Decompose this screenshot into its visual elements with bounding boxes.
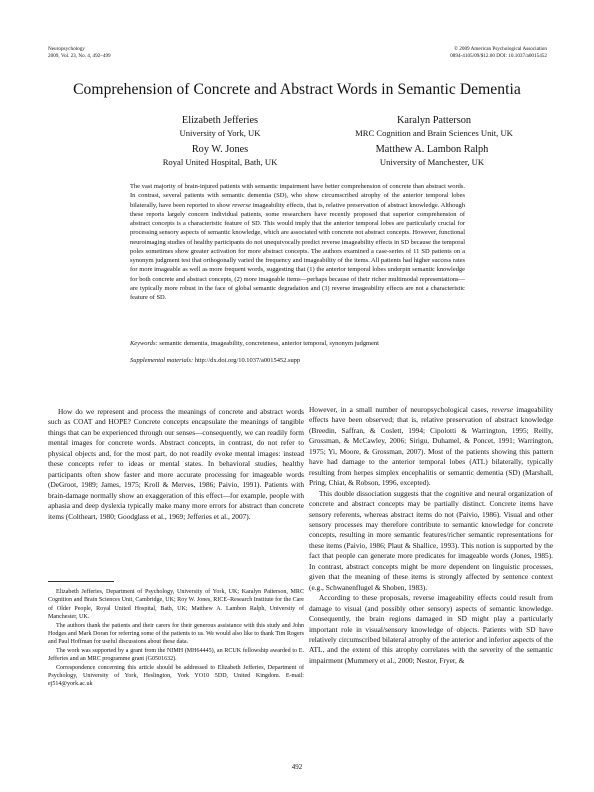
author-affiliation: University of Manchester, UK [379,156,485,167]
author-name: Karalyn Patterson [396,115,472,126]
doi-line: 0894-4105/09/$12.00 DOI: 10.1037/a0015452 [450,53,547,59]
right-paragraph-1-text-b: imageability effects have been observed; that is, relative preservation of abstract knowledge (Breedin, Saffran, & Coslett, 1994; Cipolotti & Warrington, 1995; Reilly, Grossman, & McCawley, 2006; Sirigu, Duhamel, & Poncet, 1991; Warrington, 1975; Yi, Moore, & Grossman, 2007). Most of the patients showing this pattern have had damage to the anterior temporal lobes (ATL) bilaterally, typically resulting from herpes simplex encephalitis or semantic dementia (SD) (Marshall, Pring, Chiat, & Robson, 1996, excepted). [309,405,554,488]
volume-info: 2009, Vol. 23, No. 4, 492–499 [48,53,111,59]
author-name: Matthew A. Lambon Ralph [375,144,489,155]
intro-paragraph: How do we represent and process the meanings of concrete and abstract words such as COAT and HOPE? Concrete concepts encapsulate the meanings of tangible things that can be experienced through our senses—consequently, we can readily form mental images for concrete words. Abstract concepts, in contrast, do not refer to physical objects and, for the most part, do not readily evoke mental images: instead these concepts refer to ideas or mental states. In behavioral studies, healthy participants often show faster and more accurate processing for imageable words (DeGroot, 1989; James, 1975; Kroll & Merves, 1986; Paivio, 1991). Patients with brain-damage normally show an exaggeration of this effect—for example, people with aphasia and deep dyslexia typically make many more errors for abstract than concrete items (Coltheart, 1980; Goodglass et al., 1969; Jefferies et al., 2007). [48,407,304,521]
right-paragraph-2: This double dissociation suggests that the cognitive and neural organization of concrete and abstract concepts may be partially distinct. Concrete items have sensory referents, whereas abstract items do not (Paivio, 1986). Visual and other sensory processes may therefore contribute to semantic knowledge for concrete concepts, resulting in more semantic features/richer semantic representations for these items (Paivio, 1986; Plaut & Shallice, 1993). This notion is supported by the fact that people can generate more predicates for imageable words (Jones, 1985). In contrast, abstract concepts might be more dependent on linguistic processes, given that the meaning of these items is strongly affected by sentence context (e.g., Schwanenflugel & Shoben, 1983). [309,488,553,592]
author-block-jefferies [110,115,330,138]
author-note-correspondence: Correspondence concerning this article should be addressed to Elizabeth Jefferies, Department of Psychology, University of York, Heslington, York YO10 5DD, United Kingdom. E-mail: ej514@york.ac.uk [48,664,304,688]
right-paragraph-1-italic: reverse [491,405,514,414]
journal-name: Neuropsychology [48,46,85,52]
author-note-funding: The work was supported by a grant from the NIMH (MH64445), an RCUK fellowship awarded to E. Jefferies and an MRC programme grant (G0501632). [48,647,304,663]
page-number: 492 [291,763,303,771]
right-paragraph-3: According to these proposals, reverse imageability effects could result from damage to visual (and possibly other sensory) aspects of semantic knowledge. Consequently, the brain regions damaged in SD might play a particularly important role in visual/sensory knowledge of objects. Patients with SD have relatively circumscribed bilateral atrophy of the anterior and inferior aspects of the ATL, and the extent of this atrophy correlates with the severity of the semantic impairment (Mummery et al., 2000; Nestor, Fryer, & [309,593,553,665]
supplemental-materials [130,356,465,365]
running-header-right [450,46,547,60]
author-affiliation: University of York, UK [179,127,261,138]
right-paragraph-1-text-a: However, in a small number of neuropsychological cases, [309,405,492,414]
supplemental-label: Supplemental materials: [130,357,194,364]
right-column-body [309,405,553,666]
keywords-text: semantic dementia, imageability, concreteness, anterior temporal, synonym judgment [157,340,379,347]
author-note-acknowledgments: The authors thank the patients and their carers for their generous assistance with this study and John Hodges and Mark Doran for referring some of the patients to us. We would also like to thank Tim Rogers and Paul Hoffman for useful discussions about these data. [48,622,304,646]
keywords-label: Keywords: [130,340,158,347]
abstract-text-2: imageability effects, that is, relative preservation of abstract knowledge. Although these reports largely concern individual patients, some researchers have recently proposed that superior comprehension of abstract concepts is a characteristic feature of SD. This would imply that the anterior temporal lobes are particularly crucial for processing sensory aspects of semantic knowledge, which are associated with concrete not abstract concepts. However, functional neuroimaging studies of healthy participants do not unequivocally predict reverse imageability effects in SD because the temporal poles sometimes show greater activation for more abstract concepts. The authors examined a case-series of 11 SD patients on a synonym judgment test that orthogonally varied the frequency and imageability of the items. All patients had higher success rates for more imageable as well as more frequent words, suggesting that (1) the anterior temporal lobes underpin semantic knowledge for both concrete and abstract concepts, (2) more imageable items—perhaps because of their richer multimodal representations—are typically more robust in the face of global semantic degradation and (3) reverse imageability effects are not a characteristic feature of SD. [130,201,465,301]
left-column-body [48,407,304,522]
running-header-left [48,46,111,60]
author-affiliation: Royal United Hospital, Bath, UK [162,156,278,167]
author-notes [48,588,304,689]
author-block-patterson [314,115,554,138]
author-affiliation: MRC Cognition and Brain Sciences Unit, UK [355,127,513,138]
author-block-lambon-ralph [322,144,542,167]
author-block-jones [99,144,341,167]
author-name: Roy W. Jones [191,144,249,155]
author-name: Elizabeth Jefferies [181,115,259,126]
article-title: Comprehension of Concrete and Abstract Words in Semantic Dementia [73,81,521,98]
abstract-italic-term: reverse [232,201,251,209]
abstract [130,182,465,302]
abstract-text-1: The vast majority of brain-injured patients with semantic impairment have better comprehension of concrete than abstract words. In contrast, several patients with semantic dementia (SD), who show circumscribed atrophy of the anterior temporal lobes bilaterally, have been reported to show [130,183,465,209]
supplemental-link[interactable]: http://dx.doi.org/10.1037/a0015452.supp [193,357,301,364]
right-paragraph-1 [309,405,553,489]
copyright-line: © 2009 American Psychological Association [454,46,547,52]
author-note-affiliations: Elizabeth Jefferies, Department of Psychology, University of York, UK; Karalyn Patterson, MRC Cognition and Brain Sciences Unit, Cambridge, UK; Roy W. Jones, RICE–Research Institute for the Care of Older People, Royal United Hospital, Bath, UK; Matthew A. Lambon Ralph, University of Manchester, UK. [48,589,304,621]
footnote-divider [48,581,114,582]
keywords [130,339,465,348]
